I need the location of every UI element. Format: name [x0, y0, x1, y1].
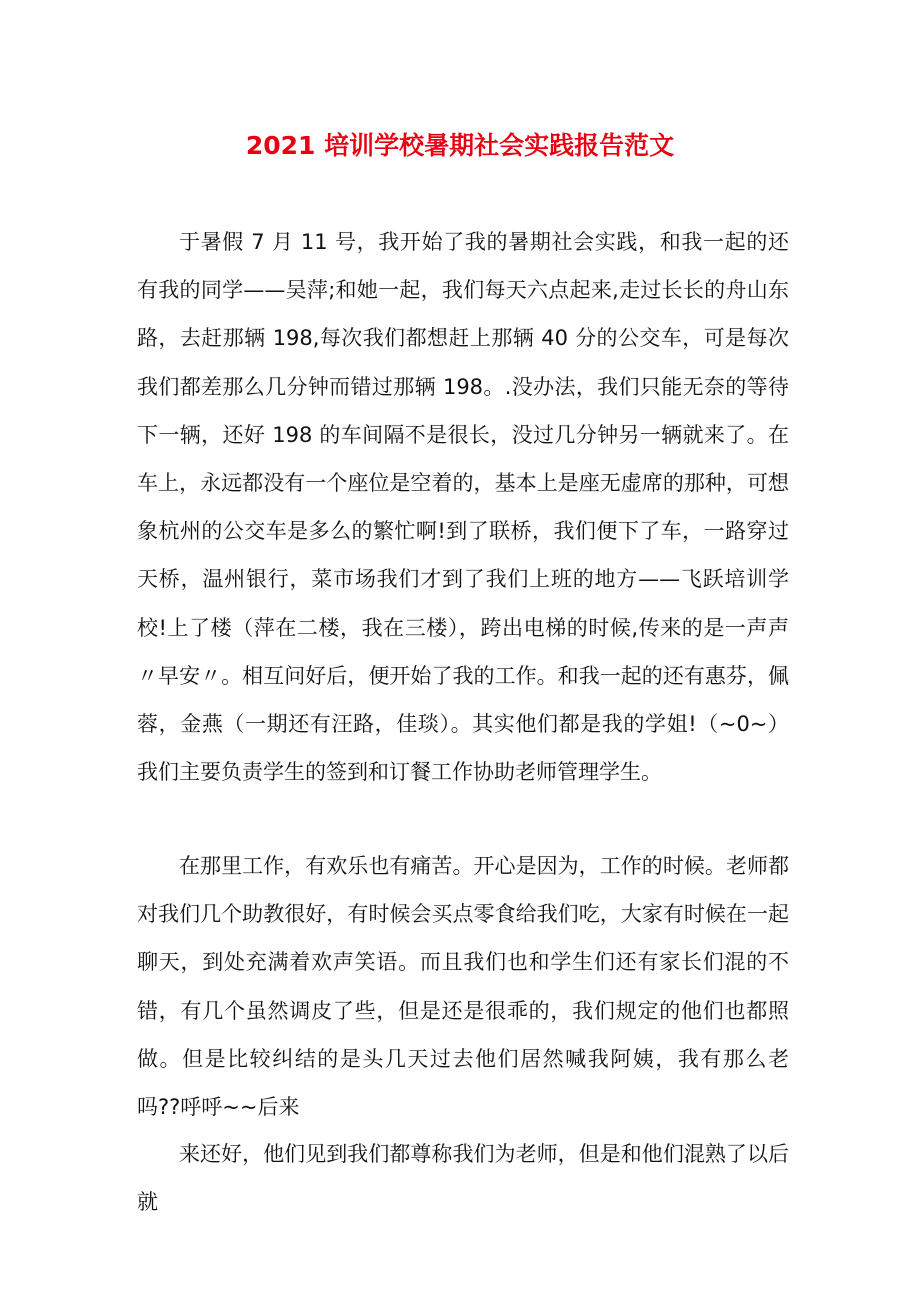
paragraph-2: 在那里工作，有欢乐也有痛苦。开心是因为，工作的时候。老师都对我们几个助教很好，有时候会买点零食给我们吃，大家有时候在一起聊天，到处充满着欢声笑语。而且我们也和学生们还有家长们混的不错，有几个虽然调皮了些，但是还是很乖的，我们规定的他们也都照做。但是比较纠结的是头几天过去他们居然喊我阿姨，我有那么老吗??呼呼~~后来 — [137, 854, 789, 1120]
document-title: 2021 培训学校暑期社会实践报告范文 — [245, 131, 675, 160]
paragraph-1: 于暑假 7 月 11 号，我开始了我的暑期社会实践，和我一起的还有我的同学——吴萍;和她一起，我们每天六点起来,走过长长的舟山东路，去赶那辆 198,每次我们都想赶上那辆 40 分的公交车，可是每次我们都差那么几分钟而错过那辆 198。.没办法，我们只能无奈的等待下一辆，还好 198 的车间隔不是很长，没过几分钟另一辆就来了。在车上，永远都没有一个座位是空着的，基本上是座无虚席的那种，可想象杭州的公交车是多么的繁忙啊!到了联桥，我们便下了车，一路穿过天桥，温州银行，菜市场我们才到了我们上班的地方——飞跃培训学校!上了楼（萍在二楼，我在三楼），跨出电梯的时候,传来的是一声声〃早安〃。相互问好后，便开始了我的工作。和我一起的还有惠芬，佩蓉，金燕（一期还有汪路，佳琰）。其实他们都是我的学姐!（~0~）我们主要负责学生的签到和订餐工作协助老师管理学生。 — [137, 230, 789, 785]
paragraph-3: 来还好，他们见到我们都尊称我们为老师，但是和他们混熟了以后就 — [137, 1142, 789, 1215]
